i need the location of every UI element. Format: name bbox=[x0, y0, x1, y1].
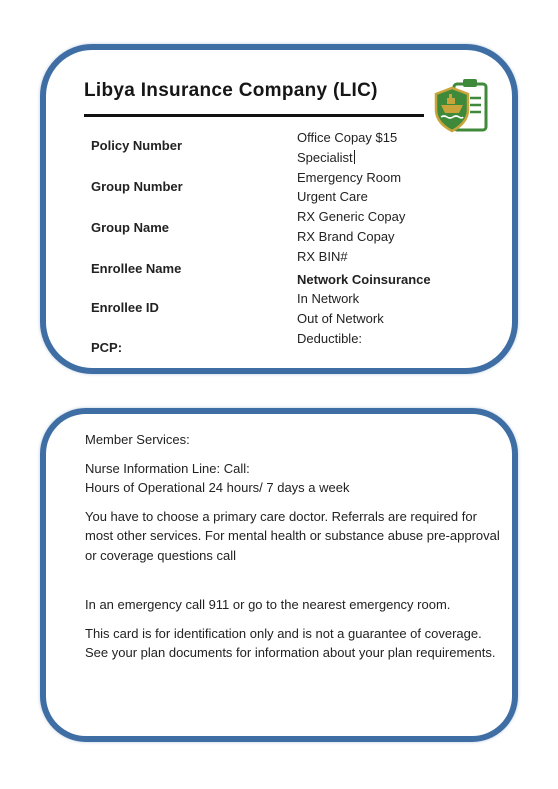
group-number-label: Group Number bbox=[91, 179, 183, 194]
deductible-item: Deductible: bbox=[297, 330, 363, 346]
in-network-item: In Network bbox=[297, 291, 360, 307]
rx-brand-copay-item: RX Brand Copay bbox=[297, 228, 395, 244]
emergency-room-item: Emergency Room bbox=[297, 169, 402, 185]
hours-line: Hours of Operational 24 hours/ 7 days a week bbox=[85, 480, 350, 495]
clipboard-ship-icon bbox=[432, 74, 492, 136]
policy-number-label: Policy Number bbox=[91, 138, 183, 153]
insurance-card-back bbox=[40, 408, 518, 742]
enrollee-name-label: Enrollee Name bbox=[91, 261, 182, 276]
enrollee-id-label: Enrollee ID bbox=[91, 300, 159, 315]
coverage-disclaimer: This card is for identification only and is not a guarantee of coverage. See your plan documents for information about your plan requirements. bbox=[85, 625, 496, 660]
rx-generic-copay-item: RX Generic Copay bbox=[297, 209, 406, 225]
member-services-line: Member Services: bbox=[85, 432, 190, 447]
company-title: Libya Insurance Company (LIC) bbox=[84, 80, 378, 101]
specialist-text: Specialist bbox=[297, 149, 353, 165]
specialist-item bbox=[297, 148, 497, 168]
pcp-label: PCP: bbox=[91, 340, 123, 355]
copay-list bbox=[297, 128, 497, 349]
urgent-care-item: Urgent Care bbox=[297, 189, 368, 205]
title-divider bbox=[84, 114, 424, 117]
pcp-notice: You have to choose a primary care doctor. Referrals are required for most other services. For mental health or substance abuse pre-approval or coverage questions call bbox=[85, 508, 500, 563]
emergency-notice: In an emergency call 911 or go to the nearest emergency room. bbox=[85, 597, 451, 612]
insurance-card-front bbox=[40, 44, 518, 374]
network-coinsurance-heading: Network Coinsurance bbox=[297, 271, 431, 287]
office-copay-item: Office Copay $15 bbox=[297, 130, 398, 145]
nurse-line: Nurse Information Line: Call: bbox=[85, 460, 250, 476]
card-back-text bbox=[85, 430, 505, 663]
out-of-network-item: Out of Network bbox=[297, 311, 384, 327]
group-name-label: Group Name bbox=[91, 220, 170, 235]
rx-bin-item: RX BIN# bbox=[297, 248, 348, 264]
text-cursor bbox=[354, 150, 355, 164]
